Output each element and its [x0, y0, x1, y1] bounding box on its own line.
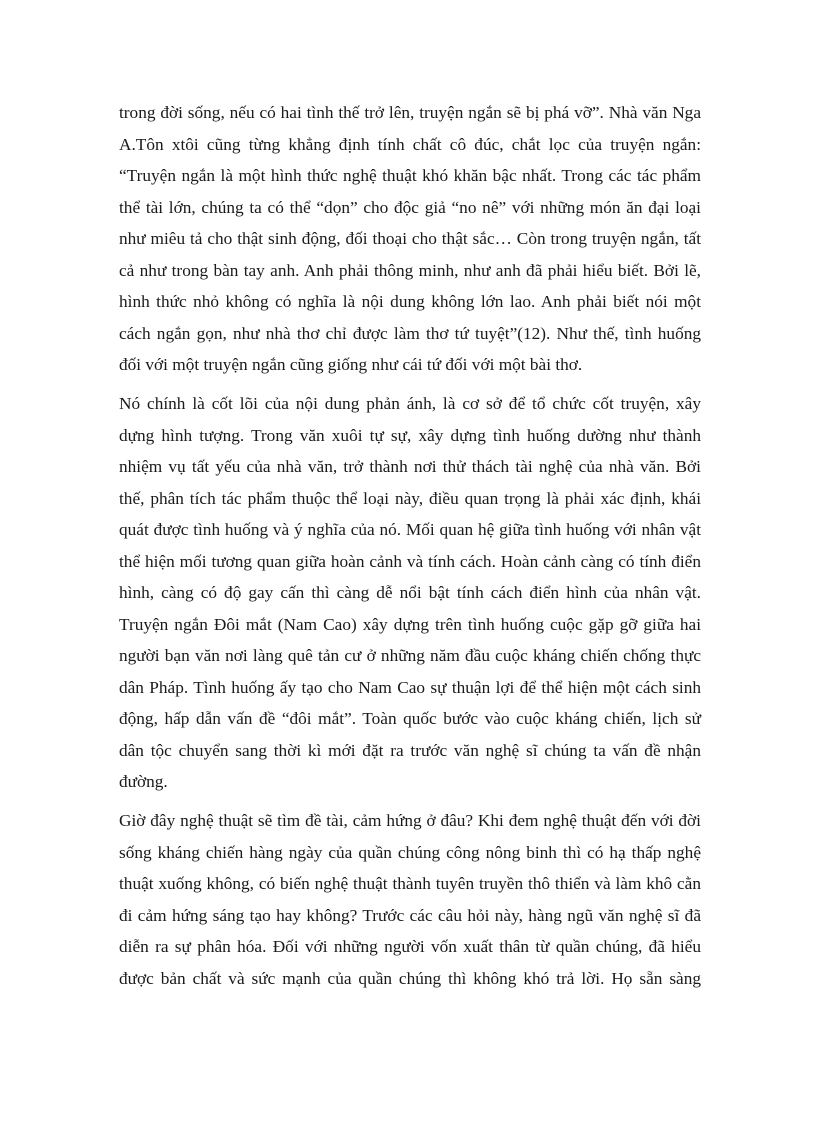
text-line: dân tộc chuyển sang thời kì mới đặt ra trước văn nghệ sĩ chúng ta vấn đề nhận — [119, 740, 701, 760]
text-line: thể tài lớn, chúng ta có thể “dọn” cho độc giả “no nê” với những món ăn đại loại — [119, 197, 701, 217]
text-line: người bạn văn nơi làng quê tản cư ở những năm đầu cuộc kháng chiến chống thực — [119, 646, 701, 665]
paragraph-3 — [119, 805, 701, 994]
text-line: trong đời sống, nếu có hai tình thế trở lên, truyện ngắn sẽ bị phá vỡ”. Nhà văn Nga — [119, 103, 701, 122]
text-line: dân Pháp. Tình huống ấy tạo cho Nam Cao sự thuận lợi để thể hiện một cách sinh — [119, 677, 701, 697]
text-line: “Truyện ngắn là một hình thức nghệ thuật khó khăn bậc nhất. Trong các tác phẩm — [119, 166, 701, 185]
text-line: đối với một truyện ngắn cũng giống như cái tứ đối với một bài thơ. — [119, 355, 583, 374]
text-line: sống kháng chiến hàng ngày của quần chúng công nông binh thì có hạ thấp nghệ — [119, 842, 701, 862]
text-line: diễn ra sự phân hóa. Đối với những người vốn xuất thân từ quần chúng, đã hiểu — [119, 937, 701, 956]
text-line: quát được tình huống và ý nghĩa của nó. Mối quan hệ giữa tình huống với nhân vật — [119, 520, 701, 539]
text-line: nhiệm vụ tất yếu của nhà văn, trở thành nơi thử thách tài nghệ của nhà văn. Bởi — [119, 457, 701, 476]
text-line: cách ngắn gọn, như nhà thơ chỉ được làm thơ tứ tuyệt”(12). Như thế, tình huống — [119, 323, 701, 343]
text-line: thuật xuống không, có biến nghệ thuật thành tuyên truyền thô thiển và làm khô cằn — [119, 874, 701, 893]
text-line: như miêu tả cho thật sinh động, đối thoại cho thật sắc… Còn trong truyện ngắn, tất — [119, 229, 701, 248]
paragraph-1 — [119, 97, 701, 381]
paragraph-2 — [119, 388, 701, 798]
text-line: Giờ đây nghệ thuật sẽ tìm đề tài, cảm hứng ở đâu? Khi đem nghệ thuật đến với đời — [119, 811, 701, 830]
text-line: Truyện ngắn Đôi mắt (Nam Cao) xây dựng trên tình huống cuộc gặp gỡ giữa hai — [119, 614, 701, 634]
document-page — [119, 97, 701, 994]
text-line: dựng hình tượng. Trong văn xuôi tự sự, xây dựng tình huống dường như thành — [119, 425, 701, 445]
text-line: Nó chính là cốt lõi của nội dung phản ánh, là cơ sở để tổ chức cốt truyện, xây — [119, 394, 701, 413]
text-line: A.Tôn xtôi cũng từng khẳng định tính chất cô đúc, chắt lọc của truyện ngắn: — [119, 134, 701, 154]
text-line: đường. — [119, 772, 168, 791]
text-line: đi cảm hứng sáng tạo hay không? Trước các câu hỏi này, hàng ngũ văn nghệ sĩ đã — [119, 905, 701, 925]
text-line: cả như trong bàn tay anh. Anh phải thông minh, như anh đã phải hiểu biết. Bởi lẽ, — [119, 260, 701, 280]
text-line: thể hiện mối tương quan giữa hoàn cảnh và tính cách. Hoàn cảnh càng có tính điển — [119, 551, 701, 571]
text-line: hình thức nhỏ không có nghĩa là nội dung không lớn lao. Anh phải biết nói một — [119, 292, 701, 311]
text-line: động, hấp dẫn vấn đề “đôi mắt”. Toàn quốc bước vào cuộc kháng chiến, lịch sử — [119, 709, 701, 728]
text-line: thế, phân tích tác phẩm thuộc thể loại này, điều quan trọng là phải xác định, khái — [119, 488, 701, 508]
text-line: được bản chất và sức mạnh của quần chúng thì không khó trả lời. Họ sẵn sàng — [119, 968, 701, 988]
text-line: hình, càng có độ gay cấn thì càng dễ nổi bật tính cách điển hình của nhân vật. — [119, 583, 701, 602]
